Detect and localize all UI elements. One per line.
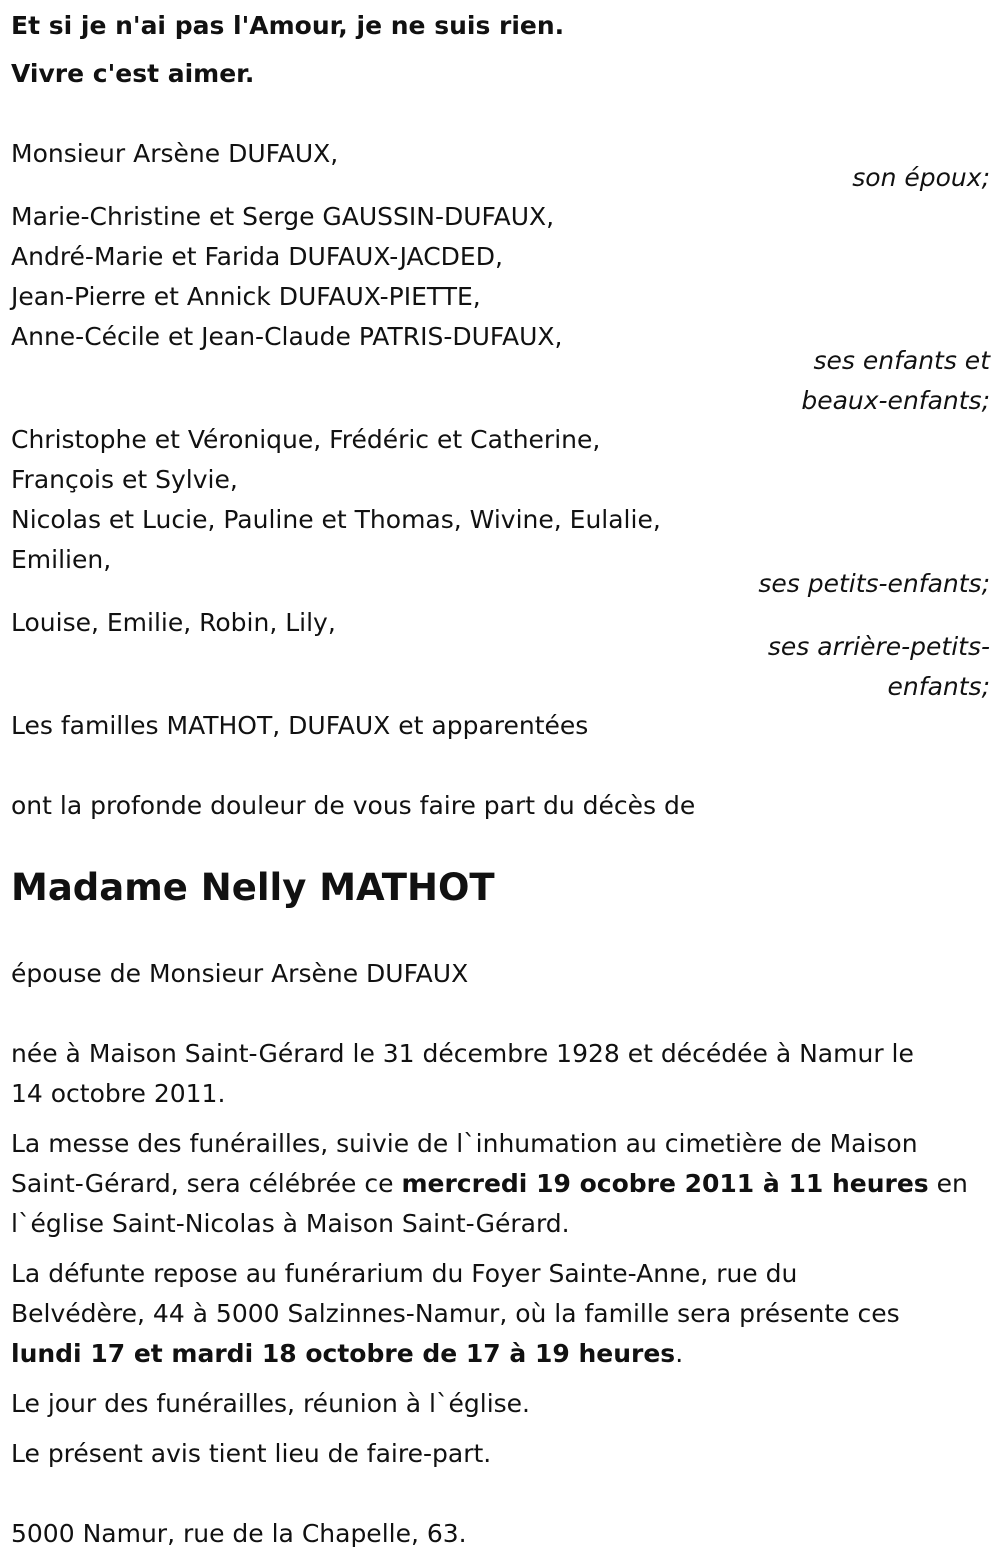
epigraph-line-1: Et si je n'ai pas l'Amour, je ne suis rien. — [11, 11, 565, 40]
spouse-name: Monsieur Arsène DUFAUX, — [11, 139, 339, 168]
epigraph-line-2: Vivre c'est aimer. — [11, 59, 255, 88]
visitation-line-1: La défunte repose au funérarium du Foyer Sainte-Anne, rue du — [11, 1259, 798, 1288]
child-couple-1: Marie-Christine et Serge GAUSSIN-DUFAUX, — [11, 202, 555, 231]
child-couple-3: Jean-Pierre et Annick DUFAUX-PIETTE, — [11, 282, 481, 311]
grandchildren-relation: ses petits-enfants; — [758, 569, 990, 598]
children-relation-line-1: ses enfants et — [813, 346, 990, 375]
visitation-line-2: Belvédère, 44 à 5000 Salzinnes-Namur, où la famille sera présente ces — [11, 1299, 900, 1328]
funeral-line-2-end: en — [928, 1169, 968, 1198]
great-grandchildren-relation-line-1: ses arrière-petits- — [767, 632, 990, 661]
children-relation-line-2: beaux-enfants; — [801, 386, 990, 415]
deceased-spouse-line: épouse de Monsieur Arsène DUFAUX — [11, 959, 469, 988]
child-couple-4: Anne-Cécile et Jean-Claude PATRIS-DUFAUX, — [11, 322, 563, 351]
funeral-line-1: La messe des funérailles, suivie de l`inhumation au cimetière de Maison — [11, 1129, 918, 1158]
visitation-dates: lundi 17 et mardi 18 octobre de 17 à 19 heures — [11, 1339, 676, 1368]
grandchildren-line-2: François et Sylvie, — [11, 465, 238, 494]
funeral-line-2-text: Saint-Gérard, sera célébrée ce — [11, 1169, 402, 1198]
families-line: Les familles MATHOT, DUFAUX et apparentées — [11, 711, 589, 740]
announcement-text: ont la profonde douleur de vous faire part du décès de — [11, 791, 696, 820]
great-grandchildren-names: Louise, Emilie, Robin, Lily, — [11, 608, 336, 637]
visitation-line-3-end: . — [675, 1339, 684, 1368]
grandchildren-line-3: Nicolas et Lucie, Pauline et Thomas, Wivine, Eulalie, — [11, 505, 661, 534]
child-couple-2: André-Marie et Farida DUFAUX-JACDED, — [11, 242, 503, 271]
grandchildren-line-4: Emilien, — [11, 545, 112, 574]
deceased-name: Madame Nelly MATHOT — [11, 866, 495, 909]
visitation-line-3 — [11, 1334, 683, 1374]
funeral-line-3: l`église Saint-Nicolas à Maison Saint-Gérard. — [11, 1209, 570, 1238]
grandchildren-line-1: Christophe et Véronique, Frédéric et Catherine, — [11, 425, 601, 454]
birth-death-line-1: née à Maison Saint-Gérard le 31 décembre 1928 et décédée à Namur le — [11, 1039, 914, 1068]
family-address: 5000 Namur, rue de la Chapelle, 63. — [11, 1519, 467, 1548]
funeral-line-2 — [11, 1164, 968, 1204]
birth-death-line-2: 14 octobre 2011. — [11, 1079, 226, 1108]
spouse-relation: son époux; — [852, 163, 990, 192]
notice-note: Le présent avis tient lieu de faire-part. — [11, 1439, 492, 1468]
great-grandchildren-relation-line-2: enfants; — [887, 672, 990, 701]
gathering-note: Le jour des funérailles, réunion à l`église. — [11, 1389, 530, 1418]
funeral-date-time: mercredi 19 ocobre 2011 à 11 heures — [401, 1169, 929, 1198]
